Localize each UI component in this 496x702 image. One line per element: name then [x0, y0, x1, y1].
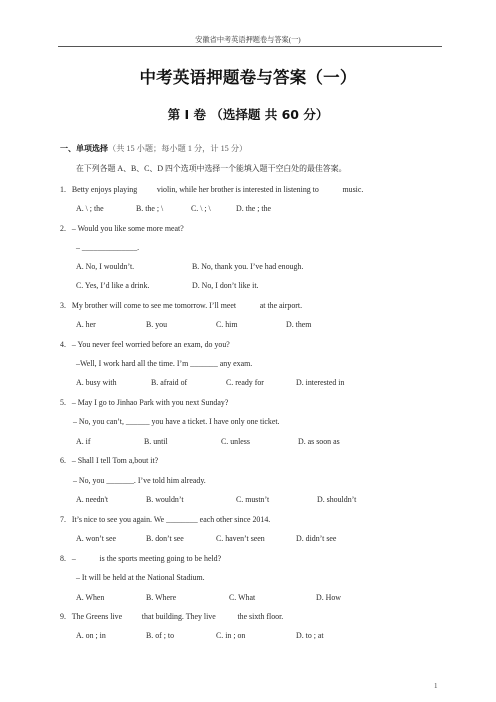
section-heading	[60, 143, 247, 154]
question-6-stem: 6. – Shall I tell Tom a,bout it?	[60, 456, 159, 465]
question-8-option-a: A. When	[76, 593, 105, 602]
question-8-option-d: D. How	[316, 593, 341, 602]
question-1-option-b: B. the ; \	[136, 204, 164, 213]
question-7-option-c: C. haven’t seen	[216, 534, 265, 543]
question-6-option-b: B. wouldn’t	[146, 495, 184, 504]
question-9-option-d: D. to ; at	[296, 631, 324, 640]
question-2-stem: 2. – Would you like some more meat?	[60, 224, 184, 233]
page-header: 安徽省中考英语押题卷与答案(一)	[195, 36, 301, 44]
question-5-stem: 5. – May I go to Jinhao Park with you next Sunday?	[60, 398, 229, 407]
question-5-option-b: B. until	[144, 437, 168, 446]
question-7-option-a: A. won’t see	[76, 534, 116, 543]
question-2-option-d: D. No, I don’t like it.	[192, 281, 259, 290]
question-3-option-b: B. you	[146, 320, 168, 329]
section-instruction: 在下列各题 A、B、C、D 四个选项中选择一个能填入题干空白处的最佳答案。	[76, 164, 347, 173]
question-7-option-d: D. didn’t see	[296, 534, 337, 543]
question-5-option-c: C. unless	[221, 437, 250, 446]
page-number: 1	[434, 682, 438, 690]
question-4-option-b: B. afraid of	[151, 378, 188, 387]
question-6-option-d: D. shouldn’t	[317, 495, 357, 504]
question-4-option-a: A. busy with	[76, 378, 117, 387]
question-3-option-d: D. them	[286, 320, 312, 329]
question-1-option-a: A. \ ; the	[76, 204, 104, 213]
question-2-option-c: C. Yes, I’d like a drink.	[76, 281, 150, 290]
question-5-stem-line-2: – No, you can’t, ______ you have a ticket. I have only one ticket.	[73, 417, 280, 426]
question-7-stem: 7. It’s nice to see you again. We ________ each other since 2014.	[60, 515, 271, 524]
question-8-option-b: B. Where	[146, 593, 177, 602]
question-8-option-c: C. What	[229, 593, 256, 602]
question-9-stem: 9. The Greens live that building. They live the sixth floor.	[60, 612, 284, 621]
header-rule	[58, 46, 442, 47]
page-subtitle: 第 I 卷 （选择题 共 60 分）	[167, 107, 329, 122]
question-6-option-a: A. needn't	[76, 495, 109, 504]
question-2-stem-line-2: – ______________.	[76, 243, 140, 252]
question-2-option-b: B. No, thank you. I’ve had enough.	[192, 262, 304, 271]
question-4-stem-line-2: –Well, I work hard all the time. I’m _______ any exam.	[76, 359, 253, 368]
question-1-option-c: C. \ ; \	[191, 204, 211, 213]
page-title: 中考英语押题卷与答案（一）	[139, 68, 357, 87]
question-9-option-a: A. on ; in	[76, 631, 106, 640]
question-3-option-c: C. him	[216, 320, 238, 329]
question-1-option-d: D. the ; the	[236, 204, 272, 213]
question-5-option-d: D. as soon as	[298, 437, 340, 446]
question-7-option-b: B. don’t see	[146, 534, 184, 543]
section-heading-label: 一、单项选择	[60, 144, 108, 153]
question-4-stem: 4. – You never feel worried before an exam, do you?	[60, 340, 230, 349]
question-9-option-c: C. in ; on	[216, 631, 246, 640]
question-9-option-b: B. of ; to	[146, 631, 175, 640]
question-3-stem: 3. My brother will come to see me tomorrow. I’ll meet at the airport.	[60, 301, 303, 310]
question-6-stem-line-2: – No, you _______. I’ve told him already.	[73, 476, 206, 485]
question-1-stem: 1. Betty enjoys playing violin, while her brother is interested in listening to music.	[60, 185, 364, 194]
question-5-option-a: A. if	[76, 437, 91, 446]
question-4-option-c: C. ready for	[226, 378, 264, 387]
question-3-option-a: A. her	[76, 320, 96, 329]
question-6-option-c: C. mustn’t	[236, 495, 270, 504]
question-8-stem-line-2: – It will be held at the National Stadium.	[76, 573, 205, 582]
question-8-stem: 8. – is the sports meeting going to be held?	[60, 554, 222, 563]
question-2-option-a: A. No, I wouldn’t.	[76, 262, 135, 271]
question-4-option-d: D. interested in	[296, 378, 345, 387]
section-note: （共 15 小题；每小题 1 分，计 15 分）	[108, 144, 248, 153]
